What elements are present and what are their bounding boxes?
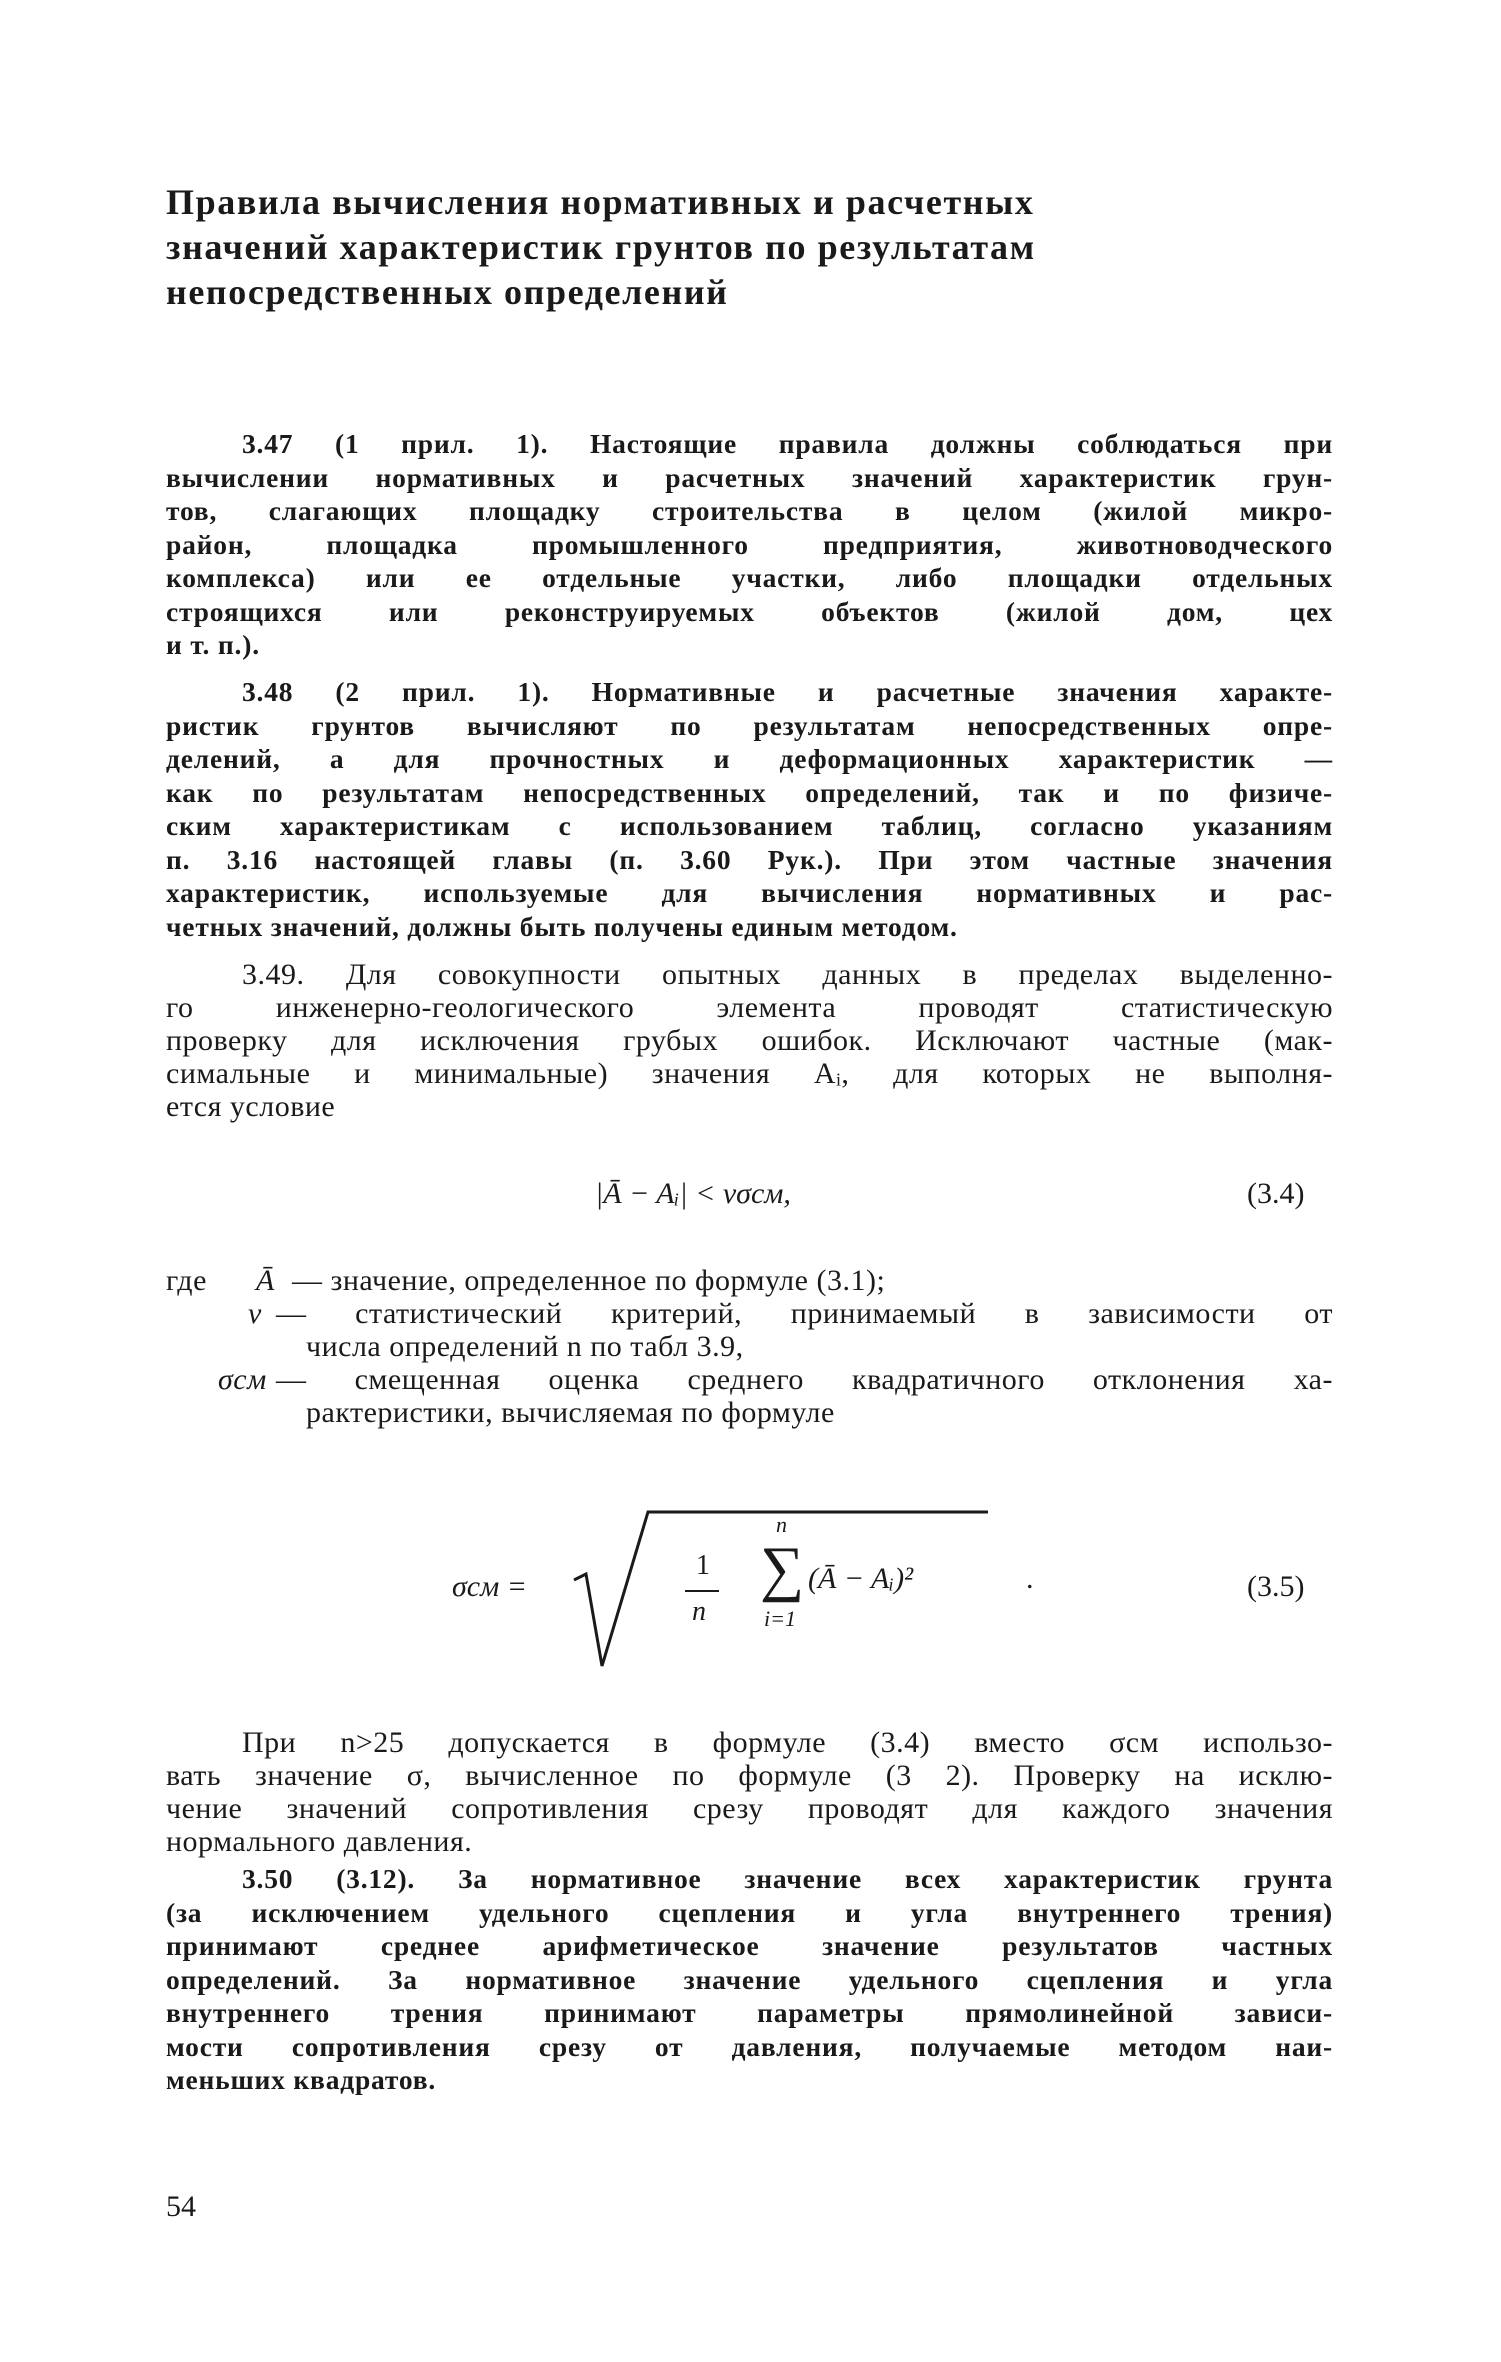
text-line: ским характеристикам с использованием таблиц, согласно указаниям [166,810,1333,841]
text-line: делений, а для прочностных и деформационных характеристик — [166,743,1333,774]
equation-lhs: σсм = [452,1570,527,1603]
fraction-numerator: 1 [696,1550,710,1581]
text-line: принимают среднее арифметическое значение результатов частных [166,1930,1333,1961]
text-line: характеристик, используемые для вычисления нормативных и рас- [166,877,1333,908]
definition-item [166,1297,1333,1330]
title-line: значений характеристик грунтов по результатам [166,227,1036,267]
sum-lower-limit: i=1 [764,1606,796,1631]
text-line: тов, слагающих площадку строительства в целом (жилой микро- [166,495,1333,526]
definition-item [166,1264,1333,1297]
text-line: комплекса) или ее отдельные участки, либо площадки отдельных [166,562,1333,593]
paragraph-n-condition [166,1726,1333,1858]
equation-3-4: |Ā − Aᵢ| < νσсм, [595,1177,791,1210]
paragraph-3-47 [166,427,1333,662]
text-line: проверку для исключения грубых ошибок. Исключают частные (мак- [166,1024,1333,1057]
text-line: нормального давления. [166,1825,473,1858]
text-line: и т. п.). [166,629,260,660]
equation-number: (3.4) [1247,1177,1305,1210]
paragraph-3-50 [166,1862,1333,2097]
text-line: вычислении нормативных и расчетных значений характеристик грун- [166,461,1333,493]
section-title [166,180,1346,315]
text-line: ется условие [166,1090,336,1123]
text-line: го инженерно-геологического элемента проводят статистическую [166,991,1333,1024]
text-line: меньших квадратов. [166,2064,437,2095]
text-line: симальные и минимальные) значения Aᵢ, для которых не выполня- [166,1057,1333,1090]
text-line: При n>25 допускается в формуле (3.4) вместо σсм использо- [242,1726,1333,1759]
definition-text: числа определений n по табл 3.9, [306,1330,744,1363]
fraction-denominator: n [692,1596,706,1627]
definition-text: — статистический критерий, принимаемый в зависимости от [276,1297,1333,1330]
page-number: 54 [166,2190,196,2223]
definition-symbol: σсм [218,1363,267,1396]
text-line: определений. За нормативное значение удельного сцепления и угла [166,1963,1333,1995]
text-line: чение значений сопротивления срезу проводят для каждого значения [166,1792,1333,1825]
definition-text: рактеристики, вычисляемая по формуле [306,1396,835,1429]
text-line: ристик грунтов вычисляют по результатам непосредственных опре- [166,709,1333,741]
definition-prefix: где [166,1264,207,1297]
text-line: как по результатам непосредственных определений, так и по физиче- [166,776,1333,808]
text-line: внутреннего трения принимают параметры прямолинейной зависи- [166,1997,1333,2028]
title-line: непосредственных определений [166,272,729,312]
text-line: вать значение σ, вычисленное по формуле (3 2). Проверку на исклю- [166,1759,1333,1792]
definition-item [166,1363,1333,1396]
summation-icon: ∑ [760,1535,805,1603]
text-line: п. 3.16 настоящей главы (п. 3.60 Рук.). При этом частные значения [166,843,1333,875]
definition-continuation [166,1396,1333,1429]
text-line: 3.49. Для совокупности опытных данных в пределах выделенно- [242,958,1333,991]
sum-upper-limit: n [776,1512,787,1537]
definition-symbol: Ā [256,1264,275,1297]
text-line: мости сопротивления срезу от давления, получаемые методом наи- [166,2030,1333,2062]
paragraph-3-49 [166,958,1333,1123]
fraction-bar [685,1590,719,1592]
text-line: (за исключением удельного сцепления и угла внутреннего трения) [166,1896,1333,1928]
text-line: 3.47 (1 прил. 1). Настоящие правила должны соблюдаться при [242,428,1333,459]
title-line: Правила вычисления нормативных и расчетных [166,182,1035,222]
sum-term: (Ā − Aᵢ)² [808,1562,914,1595]
text-line: строящихся или реконструируемых объектов (жилой дом, цех [166,595,1333,627]
definition-text: — смещенная оценка среднего квадратичного отклонения ха- [276,1363,1333,1396]
definition-text: — значение, определенное по формуле (3.1); [292,1264,886,1297]
text-line: четных значений, должны быть получены единым методом. [166,910,958,942]
definition-continuation [166,1330,1333,1363]
equation-3-5 [440,1498,1340,1688]
definitions-list [166,1264,1333,1429]
text-line: 3.48 (2 прил. 1). Нормативные и расчетные значения характе- [242,676,1333,707]
equation-dot: . [1026,1562,1034,1595]
text-line: 3.50 (3.12). За нормативное значение всех характеристик грунта [242,1863,1333,1894]
text-line: район, площадка промышленного предприятия, животноводческого [166,528,1333,560]
paragraph-3-48 [166,675,1333,943]
equation-number: (3.5) [1247,1570,1305,1603]
definition-symbol: ν [248,1297,262,1330]
